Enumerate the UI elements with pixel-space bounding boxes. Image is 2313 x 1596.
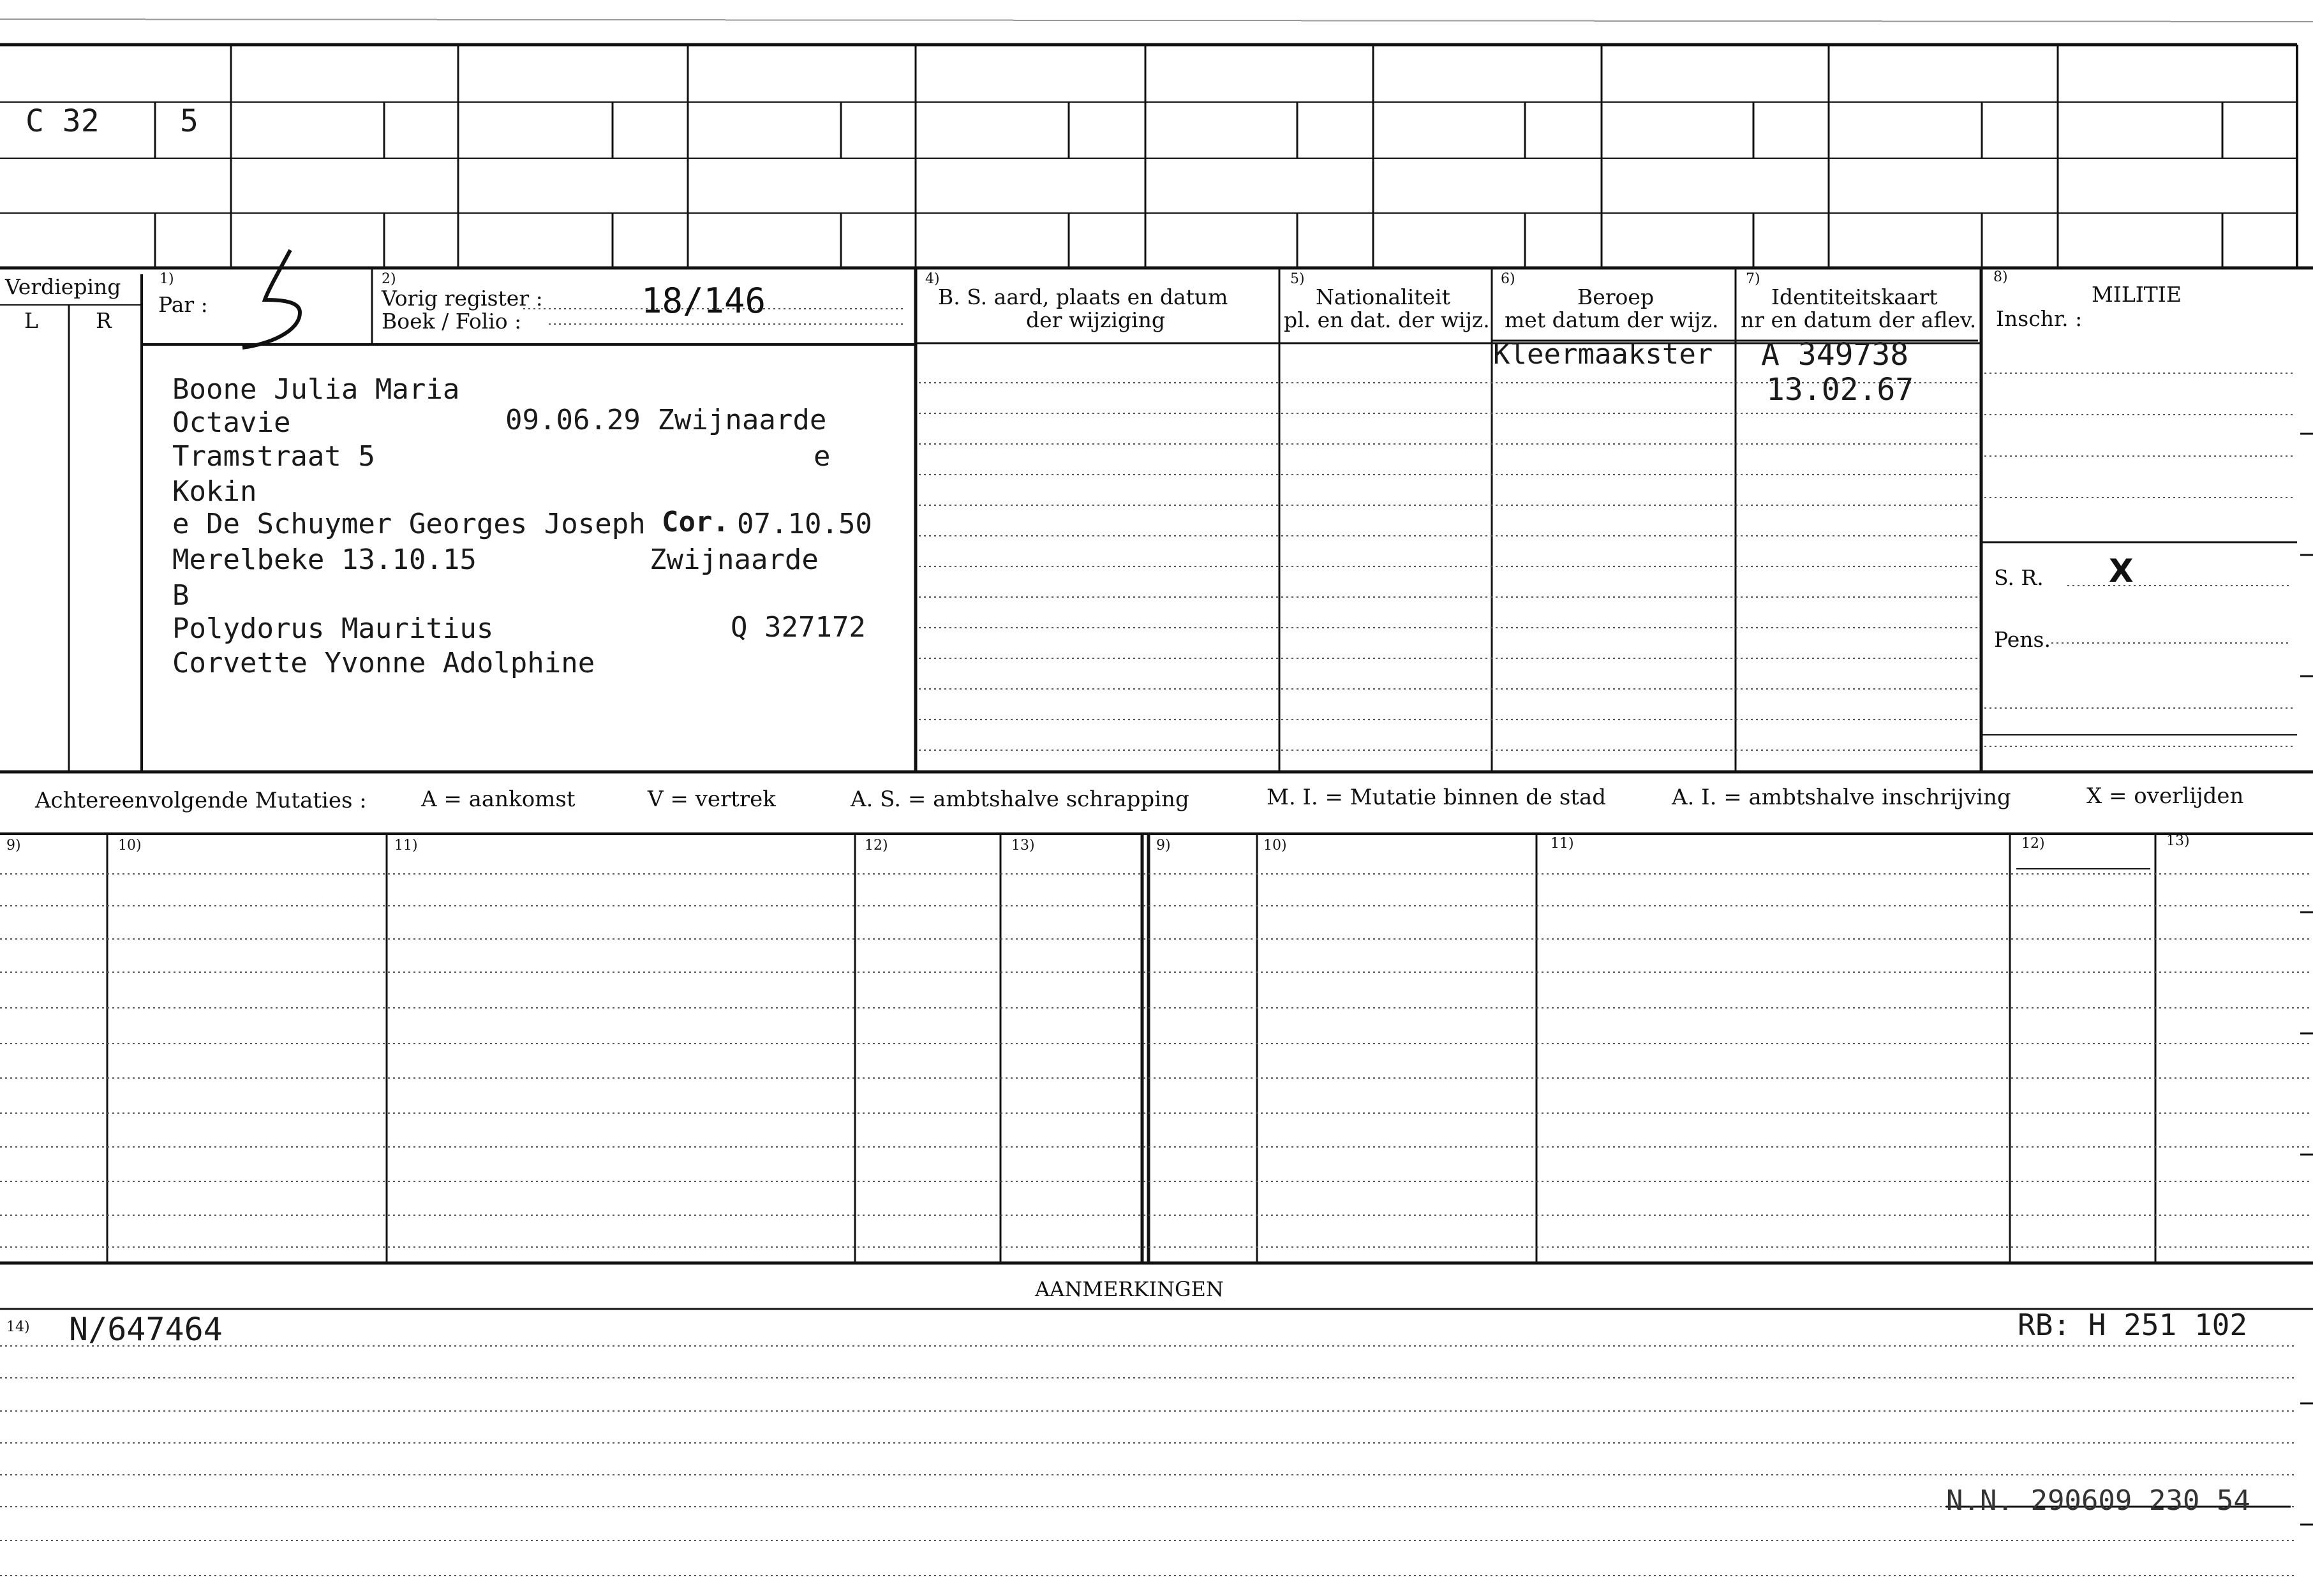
person-line-6b: Zwijnaarde [650,543,819,576]
par-handwritten-mark [242,250,300,348]
bs-header-line2: der wijziging [1026,307,1165,332]
nationaliteit-header-line1: Nationaliteit [1316,284,1450,309]
mutation-col-10: 10) [118,838,142,853]
previous-register-value: 18/146 [641,281,766,321]
field-number-5: 5) [1290,271,1305,287]
militie-header: MILITIE [2092,282,2182,307]
person-line-5b: Cor. [662,506,729,538]
identiteitskaart-header-line1: Identiteitskaart [1771,284,1938,309]
mutatie-legend-v: V = vertrek [648,787,776,812]
mutaties-title: Achtereenvolgende Mutaties : [35,788,367,813]
inschr-label: Inschr. : [1996,306,2083,331]
person-line-5c: 07.10.50 [737,508,872,540]
rb-number: RB: H 251 102 [2018,1308,2248,1342]
mutatie-legend-as: A. S. = ambtshalve schrapping [851,787,1189,812]
person-line-1: Boone Julia Maria [172,373,460,406]
par-label: Par : [158,292,208,317]
person-line-6a: Merelbeke 13.10.15 [172,543,477,576]
field-number-6: 6) [1501,271,1515,287]
mutation-col-9: 9) [6,838,21,853]
identiteitskaart-header-line2: nr en datum der aflev. [1741,307,1977,332]
id-card-date: 13.02.67 [1766,372,1914,408]
mutatie-legend-ai: A. I. = ambtshalve inschrijving [1672,785,2011,810]
person-line-7: B [172,579,190,612]
mutation-col-11: 11) [394,838,418,853]
mutatie-legend-mi: M. I. = Mutatie binnen de stad [1267,785,1606,810]
register-number: 5 [180,103,198,139]
mutation-col-9b: 9) [1156,838,1171,853]
mutation-col-10b: 10) [1263,838,1287,853]
person-line-4: Kokin [172,475,257,508]
vorig-register-label: Vorig register : [382,286,543,311]
beroep-header-line1: Beroep [1577,284,1655,309]
boek-folio-label: Boek / Folio : [382,309,522,334]
bs-header-line1: B. S. aard, plaats en datum [938,284,1228,309]
person-line-3a: Tramstraat 5 [172,440,375,473]
field-number-1: 1) [160,271,174,287]
person-line-2b: 09.06.29 Zwijnaarde [505,404,827,436]
mutation-col-13: 13) [1011,838,1035,853]
person-line-9: Corvette Yvonne Adolphine [172,647,595,679]
beroep-header-line2: met datum der wijz. [1505,307,1719,332]
nn-number: N.N. 290609 230 54 [1946,1484,2250,1517]
field-number-14: 14) [6,1319,30,1335]
person-line-8a: Polydorus Mauritius [172,612,494,645]
mutation-col-12: 12) [865,838,888,853]
remark-reference: N/647464 [69,1311,223,1348]
mutation-col-13b: 13) [2166,833,2190,849]
field-number-4: 4) [925,271,940,287]
pens-label: Pens. [1994,627,2051,652]
mutatie-legend-x: X = overlijden [2086,783,2244,809]
person-line-3b: e [814,440,831,473]
field-number-2: 2) [382,271,396,287]
mutatie-legend-a: A = aankomst [421,787,576,812]
field-number-8: 8) [1993,269,2008,285]
r-label: R [96,308,112,333]
mutation-col-11b: 11) [1551,836,1574,852]
l-label: L [24,308,38,333]
id-card-number: A 349738 [1761,337,1909,373]
person-line-5a: e De Schuymer Georges Joseph [172,508,646,540]
occupation-value: Kleermaakster [1493,338,1713,371]
field-number-7: 7) [1746,271,1760,287]
sr-label: S. R. [1994,565,2044,590]
person-line-2a: Octavie [172,406,291,439]
verdieping-label: Verdieping [5,274,121,299]
sr-value: X [2109,552,2134,589]
register-code: C 32 [26,103,100,139]
nationaliteit-header-line2: pl. en dat. der wijz. [1284,307,1490,332]
aanmerkingen-title: AANMERKINGEN [1035,1277,1224,1301]
mutation-col-12b: 12) [2021,836,2045,852]
person-line-8b: Q 327172 [731,611,866,644]
